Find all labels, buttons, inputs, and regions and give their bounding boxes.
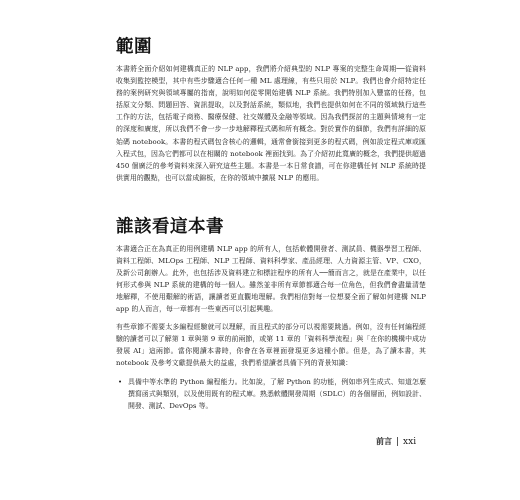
scope-section bbox=[116, 36, 426, 184]
page-footer bbox=[376, 436, 436, 447]
audience-paragraph-2: 有些章節不需要太多編程經驗就可以理解，而且程式的部分可以視需要跳過。例如，沒有任何編程經驗的讀者可以了解第 1 章與第 9 章的前兩節，或第 11 章的「資料科學流程」與「在你的機構中成功發展 AI」這兩節。當你閱讀本書時，你會在各章裡面發現更多這種小節。但是，為了讀本書，其 notebook 及參考文獻提供最大的益處，我們希望讀者具備下列的背景知識： bbox=[116, 322, 426, 367]
list-item-text: 具備中等水準的 Python 編程能力。比如說，了解 Python 的功能，例如串列生成式、知道怎麼撰寫函式與類別，以及使用既有的程式庫。熟悉軟體開發周期（SDLC）的各個層面，例如設計、開發、測試、DevOps 等。 bbox=[128, 377, 426, 411]
footer-label: 前言 bbox=[376, 437, 392, 446]
bullet-icon: • bbox=[118, 377, 123, 386]
prerequisites-list bbox=[116, 376, 426, 412]
audience-heading: 誰該看這本書 bbox=[116, 217, 224, 237]
scope-paragraph: 本書將全面介紹如何建構真正的 NLP app，我們將介紹典型的 NLP 專案的完整生命周期──從資料收集到監控模型，其中有些步驟適合任何一種 ML 處理線，有些只用於 NLP。我們也會介紹特定任務的案例研究與領域專屬的指南，說明如何從零開始建構 NLP 系統。我們特別加入豐富的任務，包括原文分類、問題回答、資訊提取，以及對話系統，類似地，我們也提供如何在不同的領域執行這些工作的方法，包括電子商務、醫療保健、社交媒體及金融等領域。因為我們探討的主題與情境有一定的深度和廣度，所以我們不會一步一步地解釋程式碼和所有概念。對於實作的細節，我們有詳細的原始碼 notebook。本書的程式碼包含核心的邏輯，通常會銜接到更多的程式碼，例如設定程式庫或匯入程式包，因為它們都可以在相關的 notebook 裡面找到。為了介紹初此寬廣的概念，我們提供超過 450 個廣泛的參考資料來深入研究這些主題。本書是一本日常食譜，可在你建構任何 NLP 系統時提供實用的觀點，也可以當成錦板，在你的領域中擴展 NLP 的應用。 bbox=[116, 65, 426, 182]
audience-paragraph-1: 本書適合正在為真正的用例建構 NLP app 的所有人，包括軟體開發者、測試員、機器學習工程師、資料工程師、MLOps 工程師、NLP 工程師、資料科學家、產品經理、人力資源主管、VP、CXO，及新公司創辦人。此外，也包括涉及資料建立和標註程序的所有人──簡而言之，就是在產業中，以任何形式參與 NLP 系統的建構的每一個人。雖然並非所有章節都適合每一位角色，但我們會盡量清楚地解釋，不使用艱解的術語，讓讀者更直觀地理解。我們相信對每一位想要全面了解如何建構 NLP app 的人而言，每一章都有一些東西可以引起興趣。 bbox=[116, 245, 426, 314]
list-item bbox=[118, 376, 426, 412]
scope-heading: 範圍 bbox=[116, 37, 152, 57]
footer-separator: | bbox=[396, 436, 400, 447]
page-number: xxi bbox=[403, 436, 417, 447]
audience-section bbox=[116, 216, 426, 412]
page-content bbox=[116, 36, 426, 411]
